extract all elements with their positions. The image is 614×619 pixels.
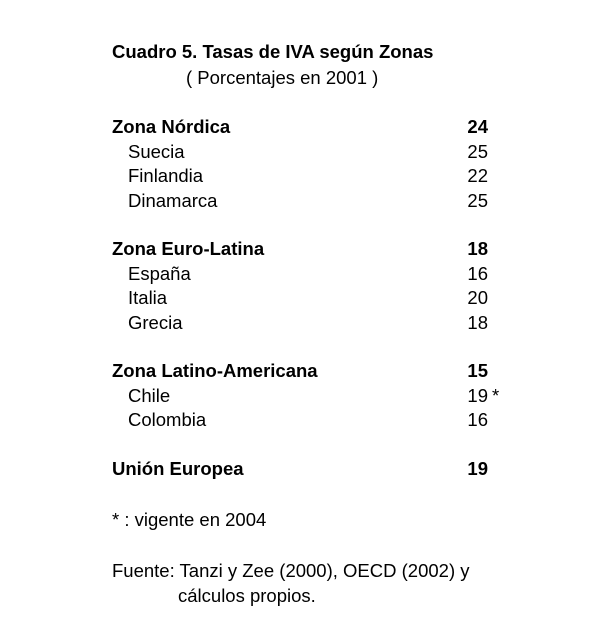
- eu-value: 19: [467, 458, 488, 479]
- country-name: Suecia: [128, 141, 185, 162]
- country-name: Italia: [128, 287, 168, 308]
- country-row-italia: [112, 287, 488, 311]
- country-value: 25: [467, 141, 488, 162]
- country-row-suecia: [112, 141, 488, 165]
- zone-name: Zona Euro-Latina: [112, 238, 265, 259]
- country-name: Chile: [128, 385, 171, 406]
- zone-value: 24: [467, 116, 488, 137]
- country-value: 16: [467, 263, 488, 284]
- country-row-finlandia: [112, 165, 488, 189]
- footnote-asterisk: *: [492, 385, 500, 406]
- country-value: 18: [467, 312, 488, 333]
- country-row-chile: [112, 385, 500, 409]
- eu-name: Unión Europea: [112, 458, 244, 479]
- country-row-dinamarca: [112, 190, 488, 214]
- country-value: 25: [467, 190, 488, 211]
- zone-row-latino-americana: [112, 360, 488, 384]
- source-line-2: cálculos propios.: [178, 585, 316, 606]
- zone-value: 18: [467, 238, 488, 259]
- country-value: 22: [467, 165, 488, 186]
- country-name: España: [128, 263, 191, 284]
- table-subtitle: ( Porcentajes en 2001 ): [186, 67, 379, 88]
- zone-row-nordica: [112, 116, 488, 140]
- zone-value: 15: [467, 360, 488, 381]
- country-value: 19: [467, 385, 488, 406]
- country-name: Dinamarca: [128, 190, 218, 211]
- country-value: 20: [467, 287, 488, 308]
- country-name: Colombia: [128, 409, 207, 430]
- footnote: * : vigente en 2004: [112, 509, 267, 530]
- zone-name: Zona Latino-Americana: [112, 360, 318, 381]
- country-row-grecia: [112, 312, 488, 336]
- country-name: Grecia: [128, 312, 183, 333]
- table-title: Cuadro 5. Tasas de IVA según Zonas: [112, 41, 434, 62]
- zone-name: Zona Nórdica: [112, 116, 231, 137]
- country-name: Finlandia: [128, 165, 204, 186]
- source-note: [112, 558, 470, 608]
- country-value: 16: [467, 409, 488, 430]
- zone-row-euro-latina: [112, 238, 488, 262]
- source-line-1: Fuente: Tanzi y Zee (2000), OECD (2002) y: [112, 560, 470, 581]
- country-row-espana: [112, 263, 488, 287]
- eu-row: [112, 458, 488, 482]
- country-row-colombia: [112, 409, 488, 433]
